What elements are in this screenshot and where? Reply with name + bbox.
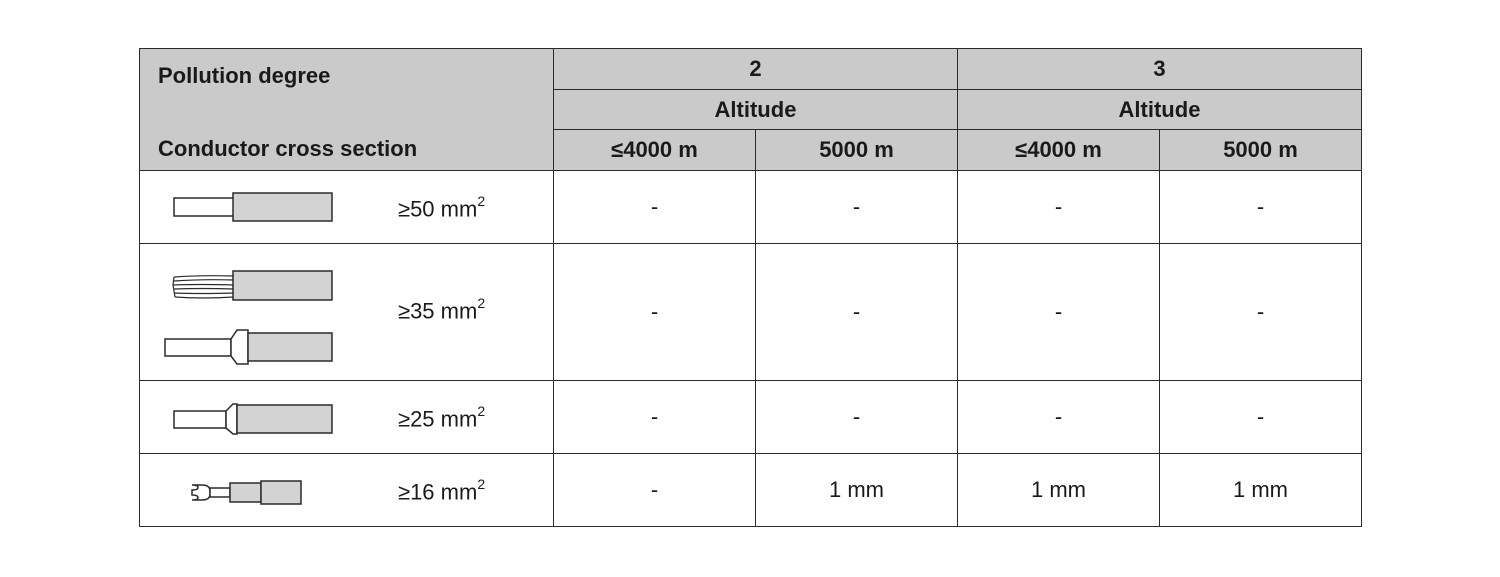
altitude-5000-header: 5000 m [1160,130,1362,171]
value-cell: - [1160,381,1362,454]
solid-conductor-icon [140,171,340,244]
value-cell: - [554,171,756,244]
conductor-cell [140,171,554,244]
value-cell: 1 mm [958,454,1160,527]
value-cell: - [958,381,1160,454]
value-cell: - [756,171,958,244]
altitude-header: Altitude [958,90,1362,130]
fork-terminal-icon [140,454,340,527]
conductor-cross-section-label: Conductor cross section [158,136,418,161]
ferrule-conductor-icon [140,381,340,454]
value-cell: 1 mm [756,454,958,527]
value-cell: 1 mm [1160,454,1362,527]
value-cell: - [756,381,958,454]
cross-section-value: ≥35 $mm^2$ [398,295,486,324]
altitude-header: Altitude [554,90,958,130]
value-cell: - [958,171,1160,244]
conductor-cell [140,381,554,454]
cross-section-value: ≥25 $mm^2$ [398,403,486,432]
table-row [140,171,1362,244]
cross-section-value: ≥16 $mm^2$ [398,476,486,505]
cross-section-value: ≥50 $mm^2$ [398,193,486,222]
clearance-table [139,48,1362,527]
pollution-degree-label: Pollution degree [158,63,331,88]
value-cell: - [554,454,756,527]
altitude-4000-header: ≤4000 m [958,130,1160,171]
value-cell: - [1160,171,1362,244]
value-cell: - [554,381,756,454]
table-row [140,244,1362,381]
pollution-degree-3-header: 3 [958,49,1362,90]
stranded-conductor-and-ferrule-icon [140,244,340,381]
value-cell: - [756,244,958,381]
header-corner-cell [140,49,554,171]
value-cell: - [958,244,1160,381]
value-cell: - [554,244,756,381]
pollution-degree-2-header: 2 [554,49,958,90]
altitude-4000-header: ≤4000 m [554,130,756,171]
value-cell: - [1160,244,1362,381]
altitude-5000-header: 5000 m [756,130,958,171]
conductor-cell [140,454,554,527]
conductor-cell [140,244,554,381]
table-row [140,381,1362,454]
table-row [140,454,1362,527]
